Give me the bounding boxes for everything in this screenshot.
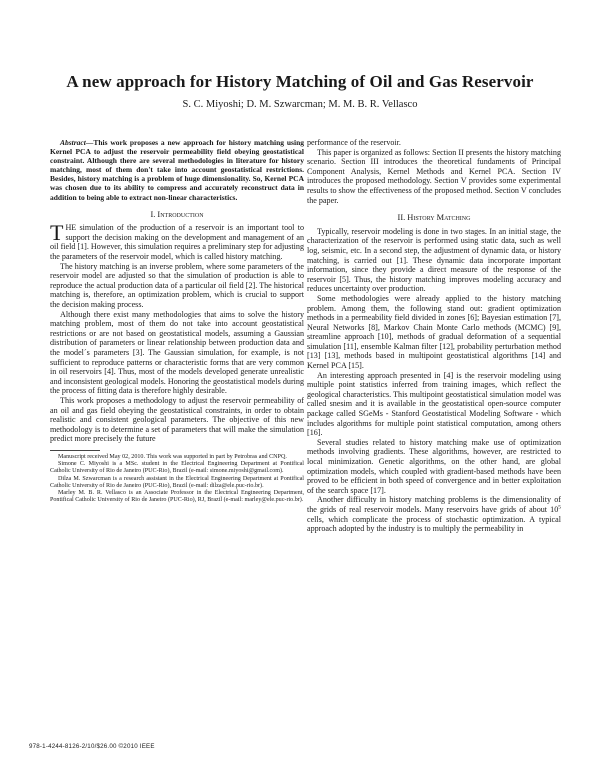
- right-column: [307, 138, 561, 534]
- hm-paragraph-5-b: cells, which complicate the process of stochastic optimization. A typical approach adopted by the industry is to multiply the permeability in: [307, 514, 561, 534]
- organization-paragraph: This paper is organized as follows: Section II presents the history matching scenario. Section III introduces the theoretical fundaments of Principal Component Analysis, Kernel Methods and Kernel PCA. Section IV introduces the proposed methodology. Section V provides some experimental results to show the effectiveness of the proposed method. Section V concludes the paper.: [307, 147, 561, 205]
- abstract-label: Abstract—: [60, 138, 94, 147]
- hm-paragraph-3: An interesting approach presented in [4] is the reservoir modeling using multiple point statistics inferred from training images, which reflect the geological characteristics. This multipoint geostatistical simulation model was called snesim and it is available in the geostatistical open-source computer package called SGeMs - Stanford Geostatistical Modeling Software - which includes algorithms for multiple point statistical computation, among others [16].: [307, 370, 561, 438]
- section-heading-history-matching: II. History Matching: [397, 213, 471, 223]
- paper-authors: S. C. Miyoshi; D. M. Szwarcman; M. M. B. R. Vellasco: [182, 99, 418, 110]
- abstract: [50, 138, 304, 202]
- continuation-paragraph: performance of the reservoir.: [307, 138, 401, 147]
- abstract-text: This work proposes a new approach for history matching using Kernel PCA to adjust the reservoir permeability field obeying geostatistical constraint. Although there are several methodologies in literature for history matching, most of them don't take into account geostatistical restrictions. Besides, history matching is a problem of huge dimensionality. So, Kernel PCA was chosen due to its ability to compress and accurately reconstruct data in addition to being able to extract non-linear characteristics.: [50, 138, 304, 202]
- footnote-2: Simone C. Miyoshi is a MSc. student in the Electrical Engineering Department at Pontifical Catholic University of Rio de Janeiro (PUC-Rio), Brazil (e-mail: simone.miyoshi@gmail.com).: [50, 461, 304, 475]
- hm-paragraph-5: [307, 495, 561, 533]
- drop-cap: T: [50, 220, 64, 246]
- intro-paragraph-3: Although there exist many methodologies that aims to solve the history matching problem, most of them do not take into account geostatistical restrictions or are not based on geostatistical models, assuming a Gaussian distribution of parameters or linear relationship between production data and the model´s parameters [3]. The Gaussian simulation, for example, is not sufficient to reproduce patterns or characteristic forms that are very common in oil reservoirs [4]. Thus, most of the models developed generate unrealistic and inconsistent geological models. Honoring the geostatistical models during the process of fitting data is therefore highly desirable.: [50, 309, 304, 396]
- hm-paragraph-5-a: Another difficulty in history matching problems is the dimensionality of the grids of real reservoir models. Many reservoirs have grids of about 10: [307, 495, 561, 514]
- intro-paragraph-2: The history matching is an inverse problem, where some parameters of the reservoir model are adjusted so that the simulation of production is able to reproduce the actual production data of a particular oil field [2]. The historical matching is, therefore, an optimization problem, which is crucial to support the decision making process.: [50, 261, 304, 309]
- footnote-1: Manuscript received May 02, 2010. This work was supported in part by Petrobras and CNPQ.: [58, 453, 287, 460]
- intro-paragraph-1: [50, 220, 304, 262]
- hm-paragraph-2: Some methodologies were already applied to the history matching problem. Among them, the following stand out: gradient optimization methods in a permeability field divided in zones [6]; Bayesian estimation [7], Neural Networks [8], Markov Chain Monte Carlo methods (MCMC) [9], streamline approach [10], methods of gradual deformation of a sequential simulation [11], ensemble Kalman filter [12], probability perturbation method [13] [13], methods based in multipoint geostatistical algorithms [14] and Kernel PCA [15].: [307, 293, 561, 371]
- hm-paragraph-4: Several studies related to history matching make use of optimization methods involving gradients. These algorithms, however, are restricted to local minimization. Genetic algorithms, on the other hand, are global optimization models, which coupled with gradient-based methods have been proved to be efficient in both speed of convergence and in better exploitation of the search space [17].: [307, 437, 561, 495]
- intro-paragraph-4: This work proposes a methodology to adjust the reservoir permeability of an oil and gas field obeying the geostatistical constraints, in order to obtain realistic and consistent geological parameters. The objective of this new methodology is to determine a set of parameters that will make the simulation predict more precisely the future: [50, 395, 304, 444]
- footnote-4: Marley M. B. R. Vellasco is an Associate Professor in the Electrical Engineering Department, Pontifical Catholic University of Rio de Janeiro (PUC-Rio), RJ, Brazil (e-mail: marley@ele.puc-rio.br).: [50, 489, 304, 504]
- footnote-divider: [50, 450, 100, 451]
- left-column: [50, 138, 304, 504]
- hm-paragraph-1: Typically, reservoir modeling is done in two stages. In an initial stage, the characterization of the reservoir is performed using static data, such as well log, seismic, etc. In a second step, the adjustment of dynamic data, or history matching, is carried out [1]. These dynamic data incorporate important information, since they provide a direct measure of the response of the reservoir [5]. Thus, the history matching improves modeling accuracy and reduces uncertainty over production.: [307, 226, 561, 294]
- section-heading-introduction: I. Introduction: [150, 209, 204, 219]
- footnotes: [50, 454, 304, 504]
- footnote-3: Dilza M. Szwarcman is a research assistant in the Electrical Engineering Department at Pontifical Catholic University of Rio de Janeiro (PUC-Rio), Brazil (e-mail: dilza@ele.puc-rio.br).: [50, 475, 304, 489]
- intro-paragraph-1-text: HE simulation of the production of a reservoir is an important tool to support the decision making on the development and management of an oil field [1]. However, this simulation requires a preliminary step for adjusting the parameters of the reservoir model, which is called history matching.: [50, 223, 304, 262]
- exponent: 5: [558, 504, 561, 511]
- paper-title: A new approach for History Matching of Oil and Gas Reservoir: [66, 72, 534, 91]
- isbn-line: 978-1-4244-8126-2/10/$26.00 ©2010 IEEE: [29, 743, 155, 750]
